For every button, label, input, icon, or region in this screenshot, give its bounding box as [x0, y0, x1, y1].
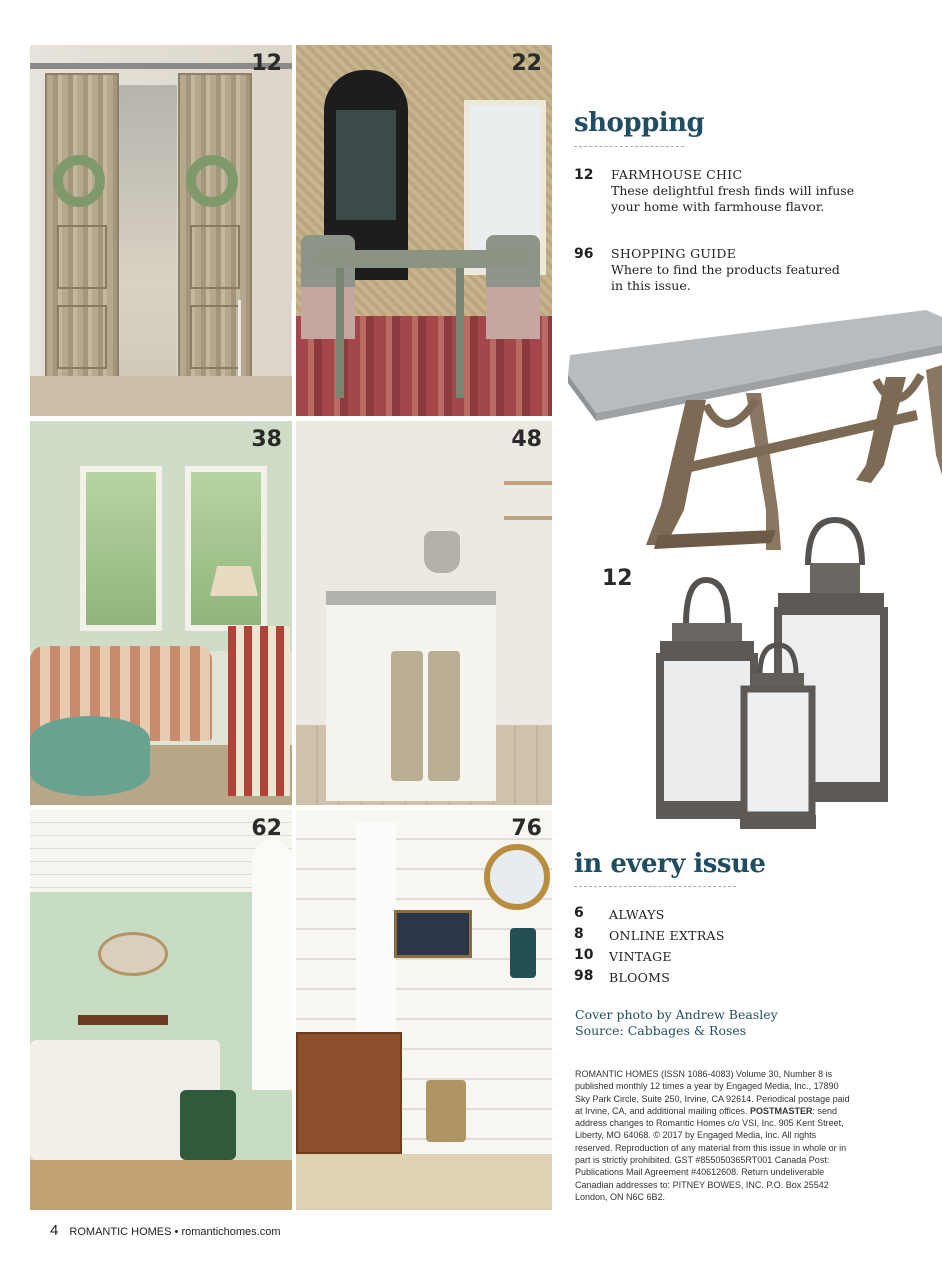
toc-description: These delightful fresh finds will infuse your home with farmhouse flavor. — [611, 183, 855, 214]
photo-page-number: 22 — [511, 51, 542, 76]
towel — [391, 651, 423, 781]
website-link[interactable]: romantichomes.com — [181, 1226, 281, 1238]
toc-heading: SHOPPING GUIDE — [611, 246, 737, 261]
issue-item-blooms[interactable] — [574, 968, 874, 989]
shopping-title: shopping — [574, 108, 705, 138]
toc-page: 98 — [574, 968, 594, 984]
ottoman — [30, 716, 150, 796]
door-panel — [190, 305, 240, 369]
cabinet-glass — [336, 110, 396, 220]
photo-dining-room — [296, 45, 552, 416]
photo-living-room — [30, 421, 292, 805]
every-issue-title: in every issue — [574, 849, 766, 879]
toc-page: 12 — [574, 167, 594, 183]
divider — [574, 886, 736, 887]
pitcher-icon — [424, 531, 460, 573]
lamp-icon — [210, 566, 258, 596]
doorway-view — [115, 85, 177, 415]
barn-door-left — [45, 73, 119, 416]
product-lanterns — [650, 515, 890, 845]
window — [185, 466, 267, 631]
desk — [78, 1015, 168, 1025]
photo-kitchen — [296, 421, 552, 805]
toc-page: 10 — [574, 947, 594, 963]
legal-text: ROMANTIC HOMES (ISSN 1086-4083) Volume 30, Number 8 is published monthly 12 times a year by Engaged Media, Inc., 17890 Sky Park Circle, Suite 250, Irvine, CA 92614. Periodical postage paid at Irvine, CA, and additional mailing offices. — [575, 1069, 850, 1116]
legal-postmaster: POSTMASTER — [749, 1105, 813, 1116]
toc-page: 96 — [574, 246, 594, 262]
wreath-icon — [186, 155, 238, 207]
page-footer — [50, 1222, 281, 1239]
cover-photo-credit: Cover photo by Andrew Beasley — [575, 1007, 778, 1022]
toc-label: BLOOMS — [609, 970, 671, 985]
toc-item-farmhouse-chic[interactable] — [574, 167, 884, 215]
round-mirror — [484, 844, 550, 910]
product-page-number: 12 — [602, 566, 633, 591]
legal-text: : send address changes to Romantic Homes c/o VSI, Inc. 905 Kent Street, Liberty, MO 64068. © 2017 by Engaged Media, Inc. All rights reserved. Reproduction of any material from this issue in whole or in part is strictly prohibited. GST #855050365RT001 Canada Post: Publications Mail Agreement #40612608. Return undeliverable Canadian addresses to: PITNEY BOWES, INC. P.O. Box 25542 London, ON N6C 6B2. — [575, 1105, 847, 1202]
door-panel — [57, 225, 107, 289]
dress — [252, 840, 292, 1090]
table-leg — [336, 268, 344, 398]
footer-separator: • — [174, 1226, 179, 1238]
cover-source-credit: Source: Cabbages & Roses — [575, 1023, 747, 1038]
wreath-icon — [53, 155, 105, 207]
toc-heading: FARMHOUSE CHIC — [611, 167, 743, 182]
photo-entry — [296, 810, 552, 1210]
door-panel — [57, 305, 107, 369]
photo-page-number: 62 — [251, 816, 282, 841]
publication-legal-notice — [575, 1068, 855, 1203]
toc-label: VINTAGE — [609, 949, 672, 964]
table-leg — [456, 268, 464, 398]
lantern-icon — [510, 928, 536, 978]
photo-bedroom — [30, 810, 292, 1210]
stool — [180, 1090, 236, 1160]
every-issue-list — [574, 905, 874, 989]
photo-page-number: 48 — [511, 427, 542, 452]
ship-painting — [394, 910, 472, 958]
magazine-name: ROMANTIC HOMES — [69, 1226, 172, 1238]
dresser — [296, 1032, 402, 1154]
divider — [574, 146, 684, 147]
floor — [296, 1154, 552, 1210]
issue-item-online-extras[interactable] — [574, 926, 874, 947]
floor — [30, 1160, 292, 1210]
photo-page-number: 38 — [251, 427, 282, 452]
issue-item-always[interactable] — [574, 905, 874, 926]
shelf — [504, 481, 552, 485]
issue-item-vintage[interactable] — [574, 947, 874, 968]
table-leg — [926, 365, 942, 475]
towel — [428, 651, 460, 781]
floor — [30, 376, 292, 416]
window — [80, 466, 162, 631]
basket — [426, 1080, 466, 1142]
toc-item-shopping-guide[interactable] — [574, 246, 884, 294]
photo-page-number: 12 — [251, 51, 282, 76]
photo-page-number: 76 — [511, 816, 542, 841]
photo-barn-doors — [30, 45, 292, 416]
shelf — [504, 516, 552, 520]
toc-page: 8 — [574, 926, 584, 942]
door-panel — [190, 225, 240, 289]
armchair — [228, 626, 290, 796]
mirror — [98, 932, 168, 976]
toc-label: ONLINE EXTRAS — [609, 928, 725, 943]
curtain — [356, 822, 396, 1062]
page-number: 4 — [50, 1222, 59, 1239]
toc-label: ALWAYS — [609, 907, 665, 922]
dining-table — [314, 250, 529, 268]
toc-description: Where to find the products featured in this issue. — [611, 262, 840, 293]
toc-page: 6 — [574, 905, 584, 921]
